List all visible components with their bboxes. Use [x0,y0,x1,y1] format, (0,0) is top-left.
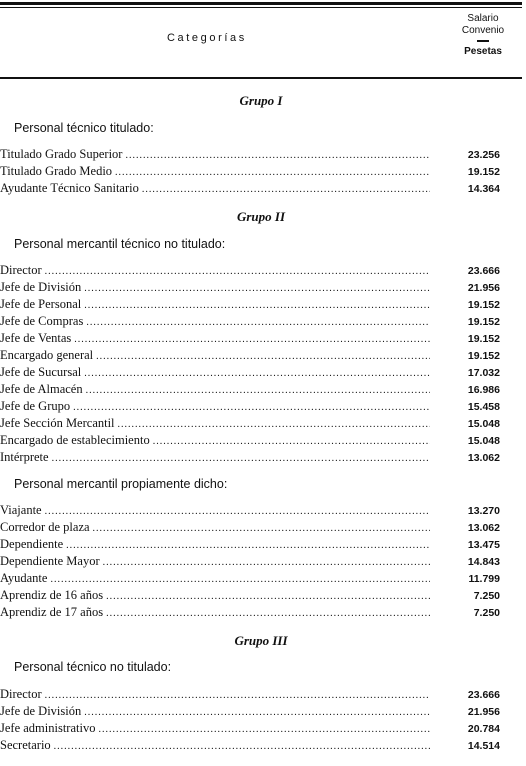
group-title: Grupo II [236,209,286,224]
category-name: Director [0,687,42,701]
dot-leader [74,331,430,348]
category-name: Jefe de División [0,280,82,294]
salary-value: 14.514 [467,740,500,752]
dot-leader [118,416,430,433]
category-name: Dependiente Mayor [0,554,100,568]
category-name: Titulado Grado Superior [0,147,123,161]
dot-leader [84,365,430,382]
dot-leader [142,181,430,198]
table-row [0,737,500,754]
salary-header-line2: Convenio [461,25,505,36]
table-row [0,381,500,398]
category-name: Director [0,263,42,277]
salary-value: 7.250 [473,590,500,602]
table-row [0,703,500,720]
category-name: Aprendiz de 16 años [0,588,104,602]
salary-value: 13.475 [467,539,500,551]
table-row [0,180,500,197]
category-name: Jefe de Sucursal [0,365,82,379]
salary-value: 15.048 [467,435,500,447]
table-row [0,686,500,703]
dot-leader [153,433,430,450]
category-name: Jefe de Grupo [0,399,71,413]
dot-leader [73,399,430,416]
table-row [0,519,500,536]
table-row [0,536,500,553]
salary-value: 15.048 [467,418,500,430]
dot-leader [45,503,430,520]
dot-leader [45,263,430,280]
dot-leader [52,450,430,467]
category-name: Intérprete [0,450,49,464]
dot-leader [86,314,430,331]
dot-leader [103,554,430,571]
salary-value: 7.250 [473,607,500,619]
salary-value: 23.256 [467,149,500,161]
categories-column-header: Categorías [167,32,247,44]
category-name: Jefe administrativo [0,721,96,735]
salary-value: 16.986 [467,384,500,396]
salary-value: 19.152 [467,350,500,362]
category-name: Encargado de establecimiento [0,433,150,447]
category-name: Jefe de Compras [0,314,84,328]
table-row [0,146,500,163]
salary-value: 21.956 [467,706,500,718]
salary-header-line1: Salario [467,13,499,24]
dot-leader [115,164,430,181]
salary-value: 19.152 [467,299,500,311]
dot-leader [50,571,430,588]
section-heading: Personal técnico titulado: [14,121,154,135]
category-name: Titulado Grado Medio [0,164,113,178]
salary-value: 21.956 [467,282,500,294]
table-row [0,262,500,279]
dot-leader [86,382,430,399]
table-row [0,570,500,587]
category-name: Jefe de División [0,704,82,718]
table-row [0,415,500,432]
table-row [0,553,500,570]
table-row [0,364,500,381]
category-name: Ayudante [0,571,48,585]
section-heading: Personal mercantil propiamente dicho: [14,477,228,491]
category-name: Viajante [0,503,42,517]
salary-value: 19.152 [467,166,500,178]
table-row [0,432,500,449]
salary-value: 11.799 [468,573,500,585]
dot-leader [84,297,430,314]
salary-value: 15.458 [467,401,500,413]
category-name: Jefe de Almacén [0,382,83,396]
table-row [0,163,500,180]
table-row [0,347,500,364]
category-name: Secretario [0,738,51,752]
table-row [0,296,500,313]
currency-label: Pesetas [464,46,502,57]
dot-leader [84,280,430,297]
salary-value: 19.152 [467,333,500,345]
salary-value: 19.152 [467,316,500,328]
group-title: Grupo I [239,93,283,108]
salary-column-header [446,13,520,58]
dot-leader [54,738,430,755]
dot-leader [45,687,430,704]
table-row [0,313,500,330]
category-name: Jefe de Personal [0,297,82,311]
category-name: Corredor de plaza [0,520,90,534]
table-row [0,279,500,296]
dot-leader [84,704,430,721]
salary-value: 13.270 [467,505,500,517]
category-name: Jefe de Ventas [0,331,72,345]
salary-value: 20.784 [467,723,500,735]
category-name: Jefe Sección Mercantil [0,416,115,430]
table-row [0,330,500,347]
category-name: Aprendiz de 17 años [0,605,104,619]
table-row [0,720,500,737]
dot-leader [96,348,430,365]
header-dash [477,40,489,42]
salary-value: 13.062 [467,522,500,534]
dot-leader [106,588,430,605]
salary-value: 23.666 [467,265,500,277]
category-name: Encargado general [0,348,94,362]
salary-value: 23.666 [467,689,500,701]
group-title: Grupo III [234,633,288,648]
table-row [0,587,500,604]
table-row [0,502,500,519]
header-bottom-rule [0,77,522,79]
section-heading: Personal técnico no titulado: [14,660,172,674]
dot-leader [125,147,430,164]
section-heading: Personal mercantil técnico no titulado: [14,237,226,251]
table-row [0,398,500,415]
salary-value: 13.062 [467,452,500,464]
top-rule-thick [0,2,522,5]
dot-leader [98,721,430,738]
dot-leader [106,605,430,622]
salary-value: 17.032 [467,367,500,379]
table-row [0,604,500,621]
salary-value: 14.364 [467,183,500,195]
category-name: Ayudante Técnico Sanitario [0,181,139,195]
table-row [0,449,500,466]
top-rule-thin [0,7,522,8]
category-name: Dependiente [0,537,64,551]
dot-leader [93,520,430,537]
dot-leader [66,537,430,554]
salary-value: 14.843 [467,556,500,568]
